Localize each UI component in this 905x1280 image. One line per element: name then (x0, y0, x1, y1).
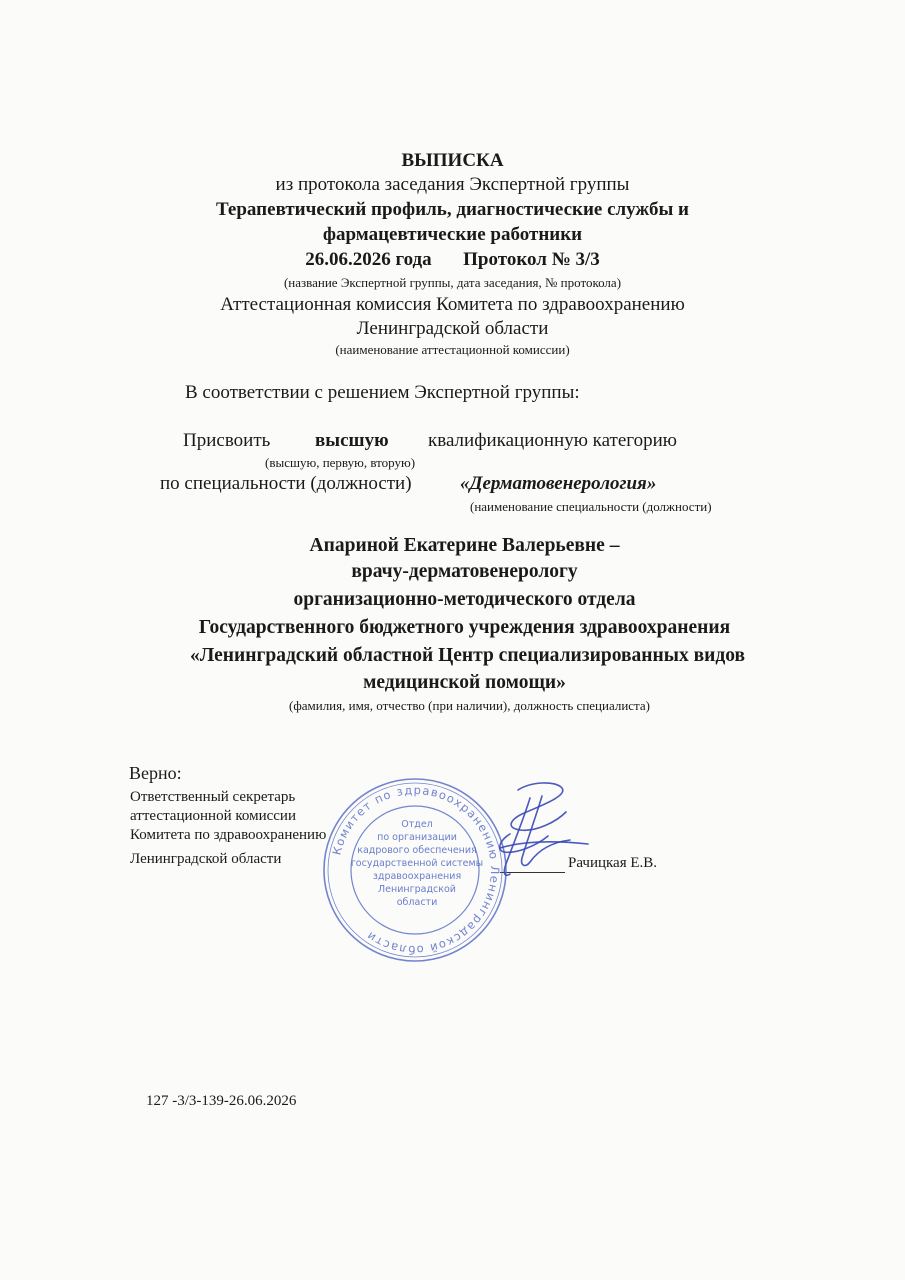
stamp-line: государственной системы (350, 858, 484, 869)
specialty-caption: (наименование специальности (должности) (470, 499, 712, 514)
meeting-caption: (название Экспертной группы, дата заседания, № протокола) (283, 275, 622, 290)
secretary-role-line1: Ответственный секретарь (130, 789, 296, 805)
decision-intro: В соответствии с решением Экспертной группы: (185, 382, 580, 403)
registration-number: 127 -3/3-139-26.06.2026 (146, 1093, 297, 1109)
secretary-role-line2: аттестационной комиссии (130, 808, 296, 824)
category-rest: квалификационную категорию (428, 430, 677, 451)
specialty-label: по специальности (должности) (160, 473, 412, 494)
person-org-line3: медицинской помощи» (363, 672, 566, 693)
person-position: врачу-дерматовенерологу (351, 561, 578, 582)
stamp-ring-text: Комитет по здравоохранению Ленинградской области (329, 782, 503, 958)
verno-label: Верно: (129, 763, 182, 783)
person-org-line1: Государственного бюджетного учреждения здравоохранения (198, 617, 731, 638)
document-title: ВЫПИСКА (401, 150, 504, 171)
stamp-line: здравоохранения (372, 871, 462, 882)
expert-group-line2: фармацевтические работники (322, 224, 583, 245)
secretary-role-line3: Комитета по здравоохранению (130, 827, 327, 843)
stamp-line: по организации (377, 832, 457, 843)
category-value: высшую (315, 430, 389, 451)
specialty-value: «Дерматовенерология» (460, 473, 657, 494)
document-subtitle: из протокола заседания Экспертной группы (275, 174, 630, 195)
signer-name: Рачицкая Е.В. (568, 855, 658, 871)
handwritten-signature (470, 778, 590, 888)
person-name: Апариной Екатерине Валерьевне – (309, 535, 620, 556)
assign-label: Присвоить (183, 430, 271, 451)
meeting-date: 26.06.2026 года (305, 249, 432, 270)
protocol-number: Протокол № 3/3 (463, 249, 600, 270)
person-caption: (фамилия, имя, отчество (при наличии), должность специалиста) (288, 698, 651, 713)
stamp-line: области (396, 897, 438, 908)
stamp-line: Ленинградской (378, 884, 456, 895)
commission-caption: (наименование аттестационной комиссии) (335, 342, 570, 357)
person-org-line2: «Ленинградский областной Центр специализированных видов (189, 645, 745, 666)
category-caption: (высшую, первую, вторую) (265, 455, 416, 470)
person-department: организационно-методического отдела (293, 589, 636, 610)
commission-line2: Ленинградской области (356, 318, 549, 339)
commission-line1: Аттестационная комиссия Комитета по здравоохранению (220, 294, 685, 315)
stamp-line: кадрового обеспечения (357, 845, 477, 856)
meeting-info (0, 249, 905, 271)
secretary-role-line4: Ленинградской области (130, 851, 282, 867)
stamp-line: Отдел (401, 819, 433, 830)
expert-group-line1: Терапевтический профиль, диагностические службы и (215, 199, 689, 220)
